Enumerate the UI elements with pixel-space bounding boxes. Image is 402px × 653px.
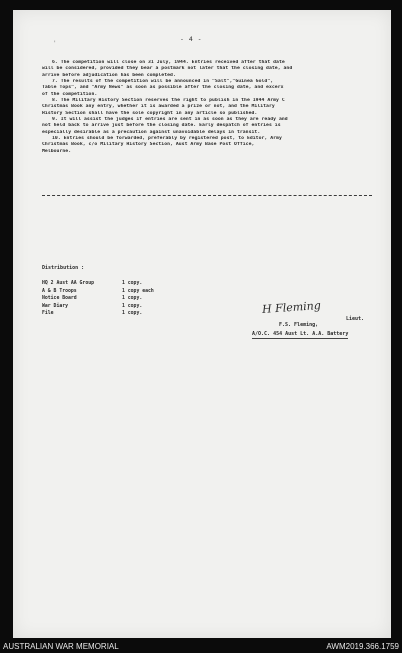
paragraph-10: [42, 136, 372, 155]
distribution-copies: 1 copy.: [122, 296, 143, 302]
distribution-title: Distribution :: [42, 265, 85, 271]
distribution-copies: 1 copy each: [122, 288, 154, 294]
paragraph-line: arrive before adjudication has been completed.: [42, 72, 176, 78]
paragraph-line: 9. It will assist the judges if entries are sent in as soon as they are ready and: [52, 117, 288, 123]
archive-footer: [0, 641, 402, 653]
distribution-list: [42, 280, 154, 318]
paragraph-line: of the competition.: [42, 91, 98, 97]
dashed-divider: [42, 195, 372, 196]
paragraph-line: 10. Entries should be forwarded, preferably by registered post, to Editor, Army: [52, 136, 282, 142]
paragraph-line: Christmas Book any entry, whether it is awarded a prize or not, and the Military: [42, 104, 275, 110]
paragraph-6: [42, 60, 372, 79]
distribution-row: [42, 280, 154, 288]
paragraph-line: especially desirable as a precaution against unavoidable delays in transit.: [42, 129, 261, 135]
signatory-rank: Lieut.: [346, 316, 365, 322]
paragraph-line: not held back to arrive just before the closing date. Early despatch of entries is: [42, 123, 281, 129]
signatory-name: F.S. Fleming,: [279, 322, 319, 328]
distribution-row: [42, 310, 154, 318]
distribution-recipient: Notice Board: [42, 296, 77, 302]
paragraph-line: History Section shall have the sole copyright in any article so published.: [42, 110, 258, 116]
distribution-recipient: War Diary: [42, 303, 68, 309]
paragraph-line: Melbourne.: [42, 148, 72, 154]
paragraph-9: [42, 117, 372, 136]
distribution-recipient: HQ 2 Aust AA Group: [42, 281, 94, 286]
paragraph-line: Christmas Book, c/o Military History Section, Aust Army Base Post Office,: [42, 142, 255, 148]
distribution-copies: 1 copy.: [122, 281, 143, 286]
pencil-mark: ': [53, 40, 57, 47]
distribution-row: [42, 295, 154, 303]
paragraph-line: 6. The competition will close on 31 July, 1944. Entries received after that date: [52, 60, 285, 65]
distribution-recipient: A & B Troops: [42, 288, 77, 294]
distribution-row: [42, 303, 154, 311]
page-number: - 4 -: [180, 35, 203, 43]
footer-institution: AUSTRALIAN WAR MEMORIAL: [3, 642, 119, 651]
distribution-copies: 1 copy.: [122, 311, 143, 317]
paragraph-8: [42, 98, 372, 117]
paragraph-line: Table Tops", and "Army News" as soon as possible after the closing date, and excerx: [42, 85, 284, 91]
body-text: [42, 60, 372, 155]
paragraph-line: 7. The results of the competition will be announced in "Salt","Guinea Gold",: [52, 79, 274, 85]
handwritten-signature: H Fleming: [261, 298, 322, 317]
distribution-copies: 1 copy.: [122, 303, 143, 309]
distribution-recipient: File: [42, 311, 54, 317]
paragraph-7: [42, 79, 372, 98]
paragraph-line: 8. The Military History Section reserves the right to publish in the 1944 Army C: [52, 98, 285, 104]
footer-accession-number: AWM2019.366.1759: [326, 642, 399, 651]
paragraph-line: will be considered, provided they bear a postmark not later that the closing date, and: [42, 66, 293, 72]
signatory-title: A/O.C. 454 Aust Lt. A.A. Battery: [252, 331, 349, 337]
distribution-row: [42, 288, 154, 296]
